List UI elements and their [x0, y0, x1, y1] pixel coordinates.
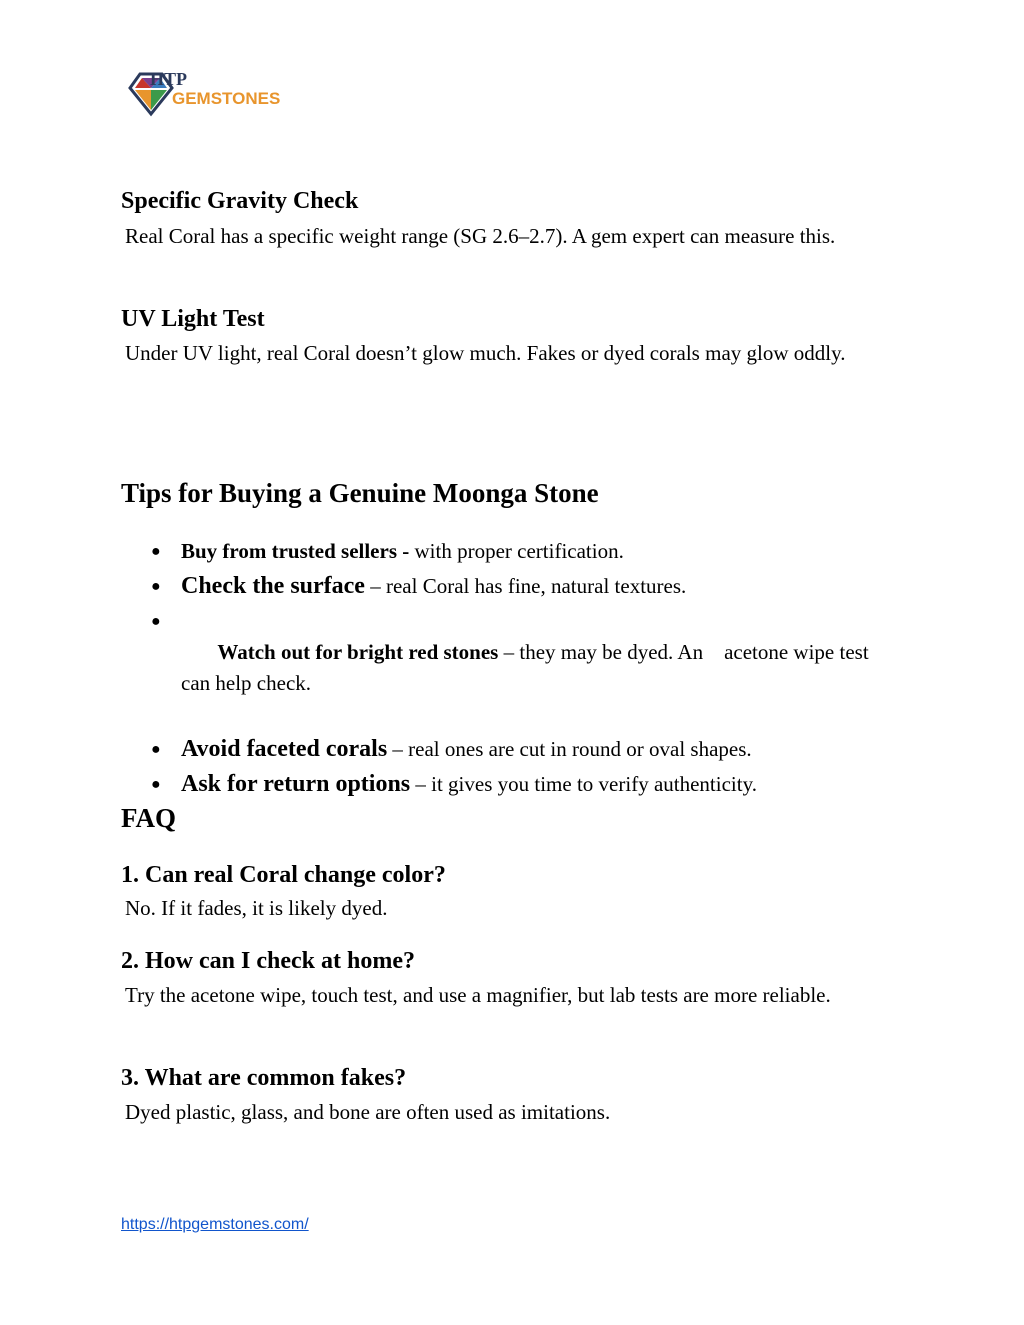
list-item [121, 606, 891, 730]
gem-logo-icon [128, 68, 288, 118]
bullet-icon: ● [151, 741, 161, 758]
faq-answer: Try the acetone wipe, touch test, and use a magnifier, but lab tests are more reliable. [125, 983, 831, 1007]
faq-answer: No. If it fades, it is likely dyed. [125, 896, 388, 920]
faq-question: 3. What are common fakes? [121, 1065, 407, 1091]
tip-lead: Watch out for bright red stones [212, 640, 499, 664]
tips-heading: Tips for Buying a Genuine Moonga Stone [121, 478, 599, 508]
bullet-icon: ● [151, 776, 161, 793]
tip-lead: Avoid faceted corals [181, 736, 388, 762]
brand-logo [128, 68, 288, 118]
tip-rest: – real Coral has fine, natural textures. [364, 574, 687, 598]
list-item [121, 734, 891, 765]
tip-lead: Buy from trusted sellers - [181, 539, 415, 563]
uv-light-heading: UV Light Test [121, 306, 265, 332]
faq-question: 1. Can real Coral change color? [121, 862, 446, 888]
specific-gravity-heading: Specific Gravity Check [121, 188, 359, 214]
website-link[interactable]: https://htpgemstones.com/ [121, 1216, 309, 1233]
logo-text-top: HTP [150, 69, 188, 89]
specific-gravity-text: Real Coral has a specific weight range (SG 2.6–2.7). A gem expert can measure this. [125, 224, 836, 248]
tips-list [121, 536, 891, 804]
tip-rest: with proper certification. [414, 539, 624, 563]
bullet-icon: ● [151, 613, 161, 630]
faq-answer: Dyed plastic, glass, and bone are often used as imitations. [125, 1100, 611, 1124]
tip-rest: – real ones are cut in round or oval shapes. [387, 737, 752, 761]
faq-heading: FAQ [121, 803, 176, 833]
tip-lead: Check the surface [181, 573, 365, 599]
bullet-icon: ● [151, 543, 161, 560]
list-item [121, 536, 891, 567]
tip-lead: Ask for return options [181, 771, 411, 797]
bullet-icon: ● [151, 578, 161, 595]
tip-rest: – they may be dyed. An acetone wipe test can help check. [181, 640, 874, 695]
list-item [121, 769, 891, 800]
faq-question: 2. How can I check at home? [121, 948, 415, 974]
list-item [121, 571, 891, 602]
tip-rest: – it gives you time to verify authenticity. [410, 772, 757, 796]
uv-light-text: Under UV light, real Coral doesn’t glow much. Fakes or dyed corals may glow oddly. [125, 341, 846, 365]
logo-text-bottom: GEMSTONES [172, 89, 281, 108]
